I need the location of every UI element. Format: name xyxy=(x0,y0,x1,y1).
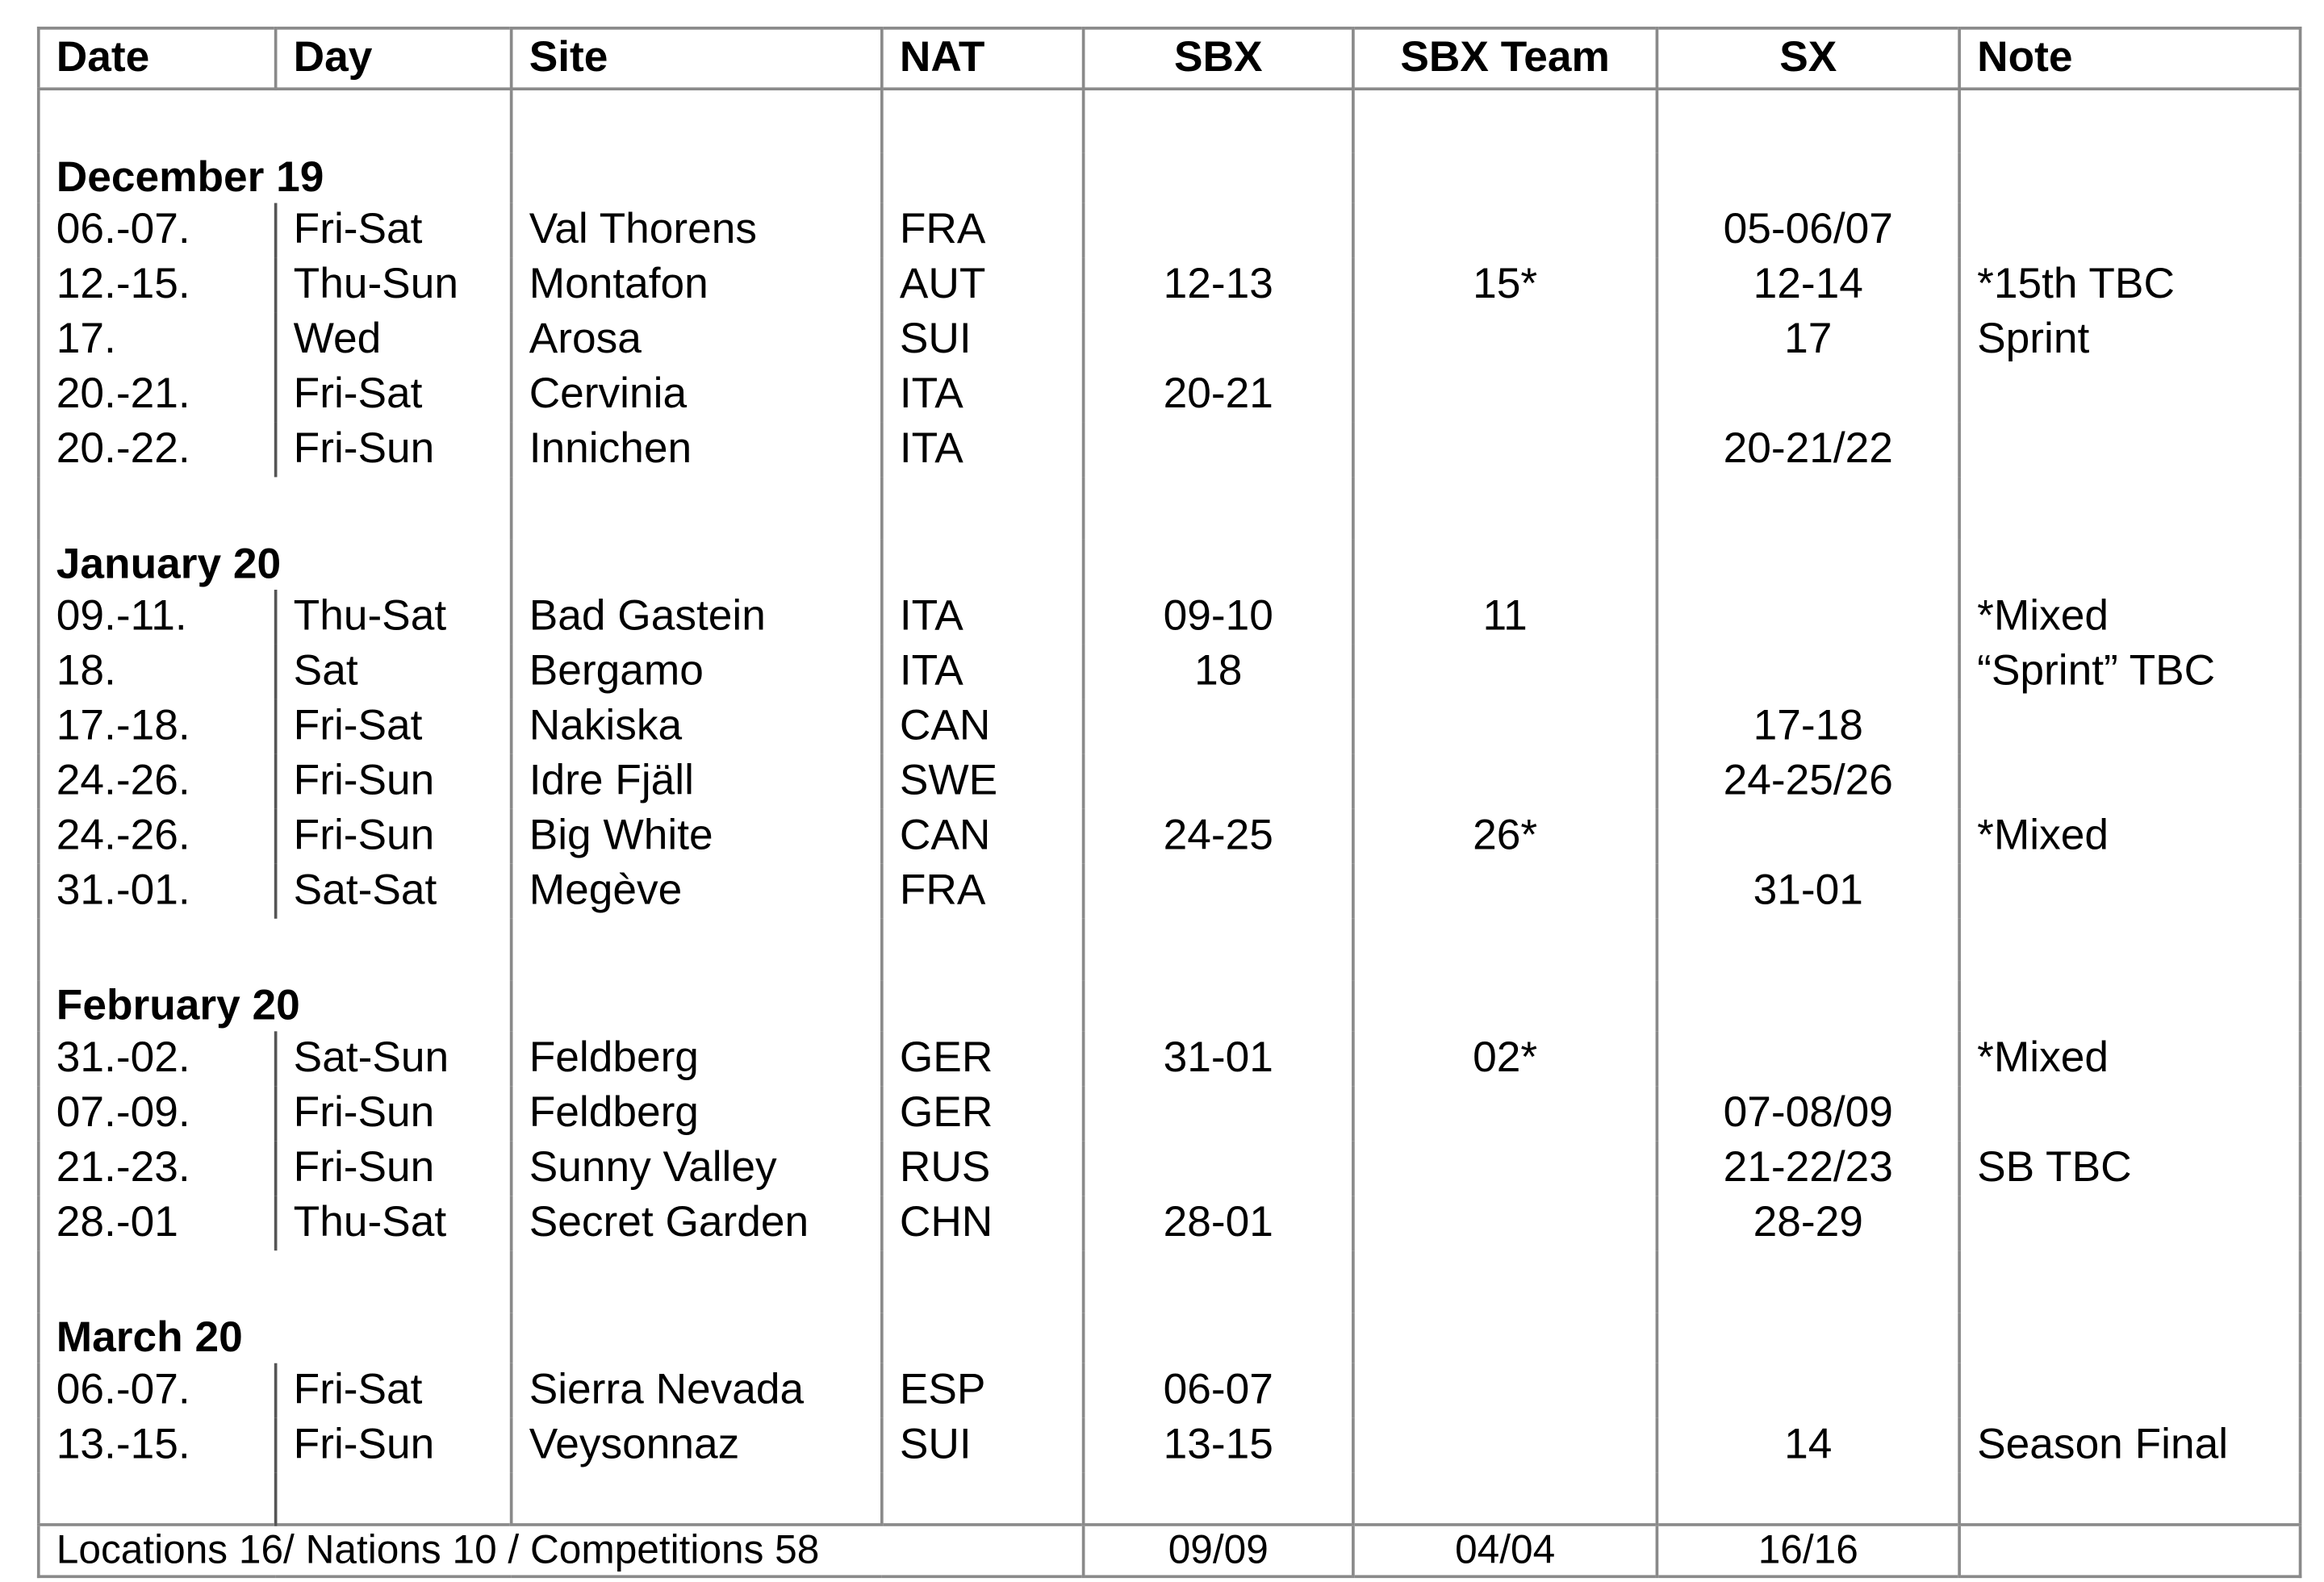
cell-note: “Sprint” TBC xyxy=(1977,647,2216,695)
cell-sx-empty xyxy=(1657,152,1959,202)
cell-site-empty xyxy=(512,1473,882,1525)
cell-site-empty xyxy=(512,1313,882,1363)
cell-sx: 07-08/09 xyxy=(1657,1086,1959,1141)
cell-nat: SUI xyxy=(882,313,1084,368)
event-row xyxy=(39,864,2301,919)
cell-sbx: 28-01 xyxy=(1084,1196,1353,1250)
cell-sx-empty xyxy=(1657,1250,1959,1313)
cell-site-empty xyxy=(512,540,882,590)
cell-nat: FRA xyxy=(882,864,1084,919)
cell-sbx: 09-10 xyxy=(1084,590,1353,645)
cell-sx: 31-01 xyxy=(1657,864,1959,919)
cell-day: Thu-Sat xyxy=(276,1196,512,1250)
cell-sbx-team xyxy=(1353,1418,1657,1473)
cell-note xyxy=(1959,203,2300,258)
cell-sbx-team-empty xyxy=(1353,540,1657,590)
cell-date: 06.-07. xyxy=(56,206,190,254)
cell-sbx-empty xyxy=(1084,540,1353,590)
cell-nat: CAN xyxy=(882,699,1084,754)
cell-day: Sat-Sat xyxy=(276,864,512,919)
cell-sx: 28-29 xyxy=(1657,1196,1959,1250)
cell-note xyxy=(1959,1196,2300,1250)
spacer-row xyxy=(39,1250,2301,1313)
cell-sx xyxy=(1657,590,1959,645)
cell-site: Megève xyxy=(512,864,882,919)
cell-nat-empty xyxy=(882,477,1084,539)
cell-sbx: 24-25 xyxy=(1084,809,1353,864)
cell-sx: 17-18 xyxy=(1657,699,1959,754)
cell-day-empty xyxy=(276,477,512,539)
cell-note-empty xyxy=(1959,152,2300,202)
cell-date-empty xyxy=(39,89,276,152)
cell-date: 28.-01 xyxy=(56,1198,178,1246)
cell-site: Feldberg xyxy=(512,1031,882,1086)
cell-date: 20.-22. xyxy=(56,425,190,473)
cell-sbx-empty xyxy=(1084,152,1353,202)
header-nat: NAT xyxy=(882,28,1084,89)
totals-summary: Locations 16/ Nations 10 / Competitions 58 xyxy=(39,1525,1084,1576)
cell-nat-empty xyxy=(882,1250,1084,1313)
cell-sx-empty xyxy=(1657,540,1959,590)
cell-day: Fri-Sat xyxy=(276,1363,512,1418)
cell-sx: 17 xyxy=(1657,313,1959,368)
cell-day: Wed xyxy=(276,313,512,368)
cell-site: Secret Garden xyxy=(512,1196,882,1250)
cell-day: Sat-Sun xyxy=(276,1031,512,1086)
cell-sbx xyxy=(1084,203,1353,258)
cell-note: SB TBC xyxy=(1977,1143,2132,1192)
cell-sx: 12-14 xyxy=(1657,258,1959,313)
cell-note xyxy=(1959,368,2300,423)
cell-sbx-team: 26* xyxy=(1353,809,1657,864)
header-note: Note xyxy=(1959,28,2300,89)
cell-note xyxy=(1959,754,2300,809)
cell-sbx: 12-13 xyxy=(1084,258,1353,313)
calendar-body xyxy=(39,89,2301,1525)
cell-note-empty xyxy=(1959,981,2300,1031)
cell-nat: CHN xyxy=(882,1196,1084,1250)
cell-sbx-empty xyxy=(1084,1473,1353,1525)
cell-nat-empty xyxy=(882,1313,1084,1363)
cell-nat: RUS xyxy=(882,1141,1084,1196)
cell-day: Fri-Sun xyxy=(276,422,512,477)
cell-nat-empty xyxy=(882,919,1084,981)
event-row xyxy=(39,1086,2301,1141)
cell-sbx-team-empty xyxy=(1353,89,1657,152)
cell-sbx-team-empty xyxy=(1353,1473,1657,1525)
event-row xyxy=(39,313,2301,368)
cell-site: Bad Gastein xyxy=(512,590,882,645)
cell-sbx: 18 xyxy=(1084,645,1353,699)
cell-nat: SWE xyxy=(882,754,1084,809)
cell-sbx-empty xyxy=(1084,1313,1353,1363)
event-row xyxy=(39,1196,2301,1250)
cell-sbx-empty xyxy=(1084,981,1353,1031)
cell-sx xyxy=(1657,645,1959,699)
spacer-row xyxy=(39,477,2301,539)
event-row xyxy=(39,203,2301,258)
totals-sbx: 09/09 xyxy=(1084,1525,1353,1576)
totals-row xyxy=(39,1525,2301,1576)
cell-sbx-team xyxy=(1353,203,1657,258)
cell-note xyxy=(1959,699,2300,754)
event-row xyxy=(39,590,2301,645)
header-sbx: SBX xyxy=(1084,28,1353,89)
month-heading-row xyxy=(39,1313,2301,1363)
cell-sbx xyxy=(1084,313,1353,368)
cell-sbx-team xyxy=(1353,1141,1657,1196)
event-row xyxy=(39,1418,2301,1473)
cell-sx-empty xyxy=(1657,1313,1959,1363)
cell-sbx-team: 02* xyxy=(1353,1031,1657,1086)
cell-day: Fri-Sat xyxy=(276,368,512,423)
cell-sbx-team xyxy=(1353,422,1657,477)
cell-sx-empty xyxy=(1657,89,1959,152)
cell-sbx-empty xyxy=(1084,89,1353,152)
cell-nat: CAN xyxy=(882,809,1084,864)
spacer-row xyxy=(39,89,2301,152)
cell-day-empty xyxy=(276,919,512,981)
cell-site: Veysonnaz xyxy=(512,1418,882,1473)
month-heading-row xyxy=(39,981,2301,1031)
cell-site-empty xyxy=(512,1250,882,1313)
cell-sbx-team xyxy=(1353,699,1657,754)
cell-date-empty xyxy=(39,919,276,981)
cell-day: Fri-Sat xyxy=(276,699,512,754)
month-heading: February 20 xyxy=(56,982,300,1030)
cell-sbx-empty xyxy=(1084,477,1353,539)
cell-date: 20.-21. xyxy=(56,370,190,418)
month-heading-row xyxy=(39,152,2301,202)
cell-date: 31.-02. xyxy=(56,1034,190,1082)
cell-site: Val Thorens xyxy=(512,203,882,258)
cell-nat: ITA xyxy=(882,645,1084,699)
cell-sbx-team-empty xyxy=(1353,981,1657,1031)
event-row xyxy=(39,809,2301,864)
cell-nat: ITA xyxy=(882,368,1084,423)
cell-site: Innichen xyxy=(512,422,882,477)
cell-sbx-team-empty xyxy=(1353,1250,1657,1313)
cell-sbx: 06-07 xyxy=(1084,1363,1353,1418)
cell-site-empty xyxy=(512,477,882,539)
cell-sbx xyxy=(1084,699,1353,754)
cell-note: *Mixed xyxy=(1977,812,2109,860)
cell-site-empty xyxy=(512,152,882,202)
cell-note-empty xyxy=(1959,919,2300,981)
cell-nat: AUT xyxy=(882,258,1084,313)
cell-day-empty xyxy=(276,89,512,152)
cell-sx-empty xyxy=(1657,477,1959,539)
cell-date: 13.-15. xyxy=(56,1421,190,1469)
cell-day: Fri-Sun xyxy=(276,1418,512,1473)
cell-sx xyxy=(1657,368,1959,423)
cell-day: Fri-Sun xyxy=(276,809,512,864)
month-heading: January 20 xyxy=(56,541,282,589)
event-row xyxy=(39,754,2301,809)
cell-sbx-empty xyxy=(1084,1250,1353,1313)
cell-site: Sierra Nevada xyxy=(512,1363,882,1418)
cell-sbx-team-empty xyxy=(1353,152,1657,202)
cell-site: Bergamo xyxy=(512,645,882,699)
cell-note xyxy=(1959,422,2300,477)
cell-sx-empty xyxy=(1657,919,1959,981)
cell-sbx: 31-01 xyxy=(1084,1031,1353,1086)
spacer-row xyxy=(39,919,2301,981)
cell-date: 07.-09. xyxy=(56,1088,190,1137)
cell-day-empty xyxy=(276,1473,512,1525)
cell-date: 09.-11. xyxy=(56,592,187,641)
month-heading: March 20 xyxy=(56,1314,243,1362)
cell-sbx-team xyxy=(1353,754,1657,809)
cell-sbx xyxy=(1084,754,1353,809)
calendar-table xyxy=(37,27,2301,1578)
cell-sbx-team-empty xyxy=(1353,1313,1657,1363)
cell-day-empty xyxy=(276,540,512,590)
cell-sx: 05-06/07 xyxy=(1657,203,1959,258)
header-row xyxy=(39,28,2301,89)
cell-site: Montafon xyxy=(512,258,882,313)
cell-day-empty xyxy=(276,1313,512,1363)
cell-sbx xyxy=(1084,422,1353,477)
cell-site-empty xyxy=(512,919,882,981)
cell-day: Thu-Sun xyxy=(276,258,512,313)
cell-sx: 21-22/23 xyxy=(1657,1141,1959,1196)
event-row xyxy=(39,1141,2301,1196)
cell-date: 21.-23. xyxy=(56,1143,190,1192)
event-row xyxy=(39,699,2301,754)
header-site: Site xyxy=(512,28,882,89)
cell-note: Sprint xyxy=(1977,315,2090,363)
spacer-row xyxy=(39,1473,2301,1525)
cell-date: 18. xyxy=(56,647,116,695)
cell-sx-empty xyxy=(1657,1473,1959,1525)
cell-date: 31.-01. xyxy=(56,866,190,915)
cell-nat: ITA xyxy=(882,422,1084,477)
cell-day: Thu-Sat xyxy=(276,590,512,645)
cell-date: 24.-26. xyxy=(56,812,190,860)
event-row xyxy=(39,1031,2301,1086)
cell-note xyxy=(1959,1086,2300,1141)
month-heading-row xyxy=(39,540,2301,590)
cell-date: 17. xyxy=(56,315,116,363)
cell-sbx-team: 15* xyxy=(1353,258,1657,313)
cell-date-empty xyxy=(39,477,276,539)
cell-sbx-team-empty xyxy=(1353,477,1657,539)
cell-note-empty xyxy=(1959,1250,2300,1313)
cell-nat-empty xyxy=(882,540,1084,590)
cell-nat: GER xyxy=(882,1086,1084,1141)
cell-sbx xyxy=(1084,864,1353,919)
cell-nat-empty xyxy=(882,981,1084,1031)
cell-day: Fri-Sun xyxy=(276,754,512,809)
cell-sbx xyxy=(1084,1141,1353,1196)
cell-site: Nakiska xyxy=(512,699,882,754)
cell-nat: GER xyxy=(882,1031,1084,1086)
cell-sx xyxy=(1657,1363,1959,1418)
event-row xyxy=(39,368,2301,423)
event-row xyxy=(39,1363,2301,1418)
totals-note xyxy=(1959,1525,2300,1576)
cell-nat-empty xyxy=(882,152,1084,202)
cell-date: 24.-26. xyxy=(56,757,190,805)
cell-nat-empty xyxy=(882,89,1084,152)
cell-sbx: 20-21 xyxy=(1084,368,1353,423)
cell-nat: FRA xyxy=(882,203,1084,258)
cell-day: Fri-Sun xyxy=(276,1086,512,1141)
cell-note: *Mixed xyxy=(1977,592,2109,641)
cell-site-empty xyxy=(512,89,882,152)
totals-sx: 16/16 xyxy=(1657,1525,1959,1576)
cell-date-empty xyxy=(39,1473,276,1525)
event-row xyxy=(39,645,2301,699)
cell-sbx-team xyxy=(1353,1196,1657,1250)
cell-note-empty xyxy=(1959,1313,2300,1363)
cell-site: Feldberg xyxy=(512,1086,882,1141)
cell-sbx xyxy=(1084,1086,1353,1141)
cell-nat: SUI xyxy=(882,1418,1084,1473)
cell-day-empty xyxy=(276,981,512,1031)
cell-sbx-team: 11 xyxy=(1353,590,1657,645)
cell-sbx-team xyxy=(1353,368,1657,423)
cell-site: Idre Fjäll xyxy=(512,754,882,809)
cell-date-empty xyxy=(39,1250,276,1313)
cell-date: 06.-07. xyxy=(56,1366,190,1414)
header-sbx-team: SBX Team xyxy=(1353,28,1657,89)
cell-sbx: 13-15 xyxy=(1084,1418,1353,1473)
cell-note-empty xyxy=(1959,89,2300,152)
cell-sx: 20-21/22 xyxy=(1657,422,1959,477)
cell-note-empty xyxy=(1959,1473,2300,1525)
cell-sbx-team xyxy=(1353,1363,1657,1418)
cell-note-empty xyxy=(1959,540,2300,590)
month-heading: December 19 xyxy=(56,154,324,202)
cell-day: Fri-Sun xyxy=(276,1141,512,1196)
cell-note xyxy=(1959,864,2300,919)
cell-day-empty xyxy=(276,1250,512,1313)
cell-site: Big White xyxy=(512,809,882,864)
cell-sx-empty xyxy=(1657,981,1959,1031)
cell-nat: ESP xyxy=(882,1363,1084,1418)
cell-day: Fri-Sat xyxy=(276,203,512,258)
cell-note: Season Final xyxy=(1977,1421,2229,1469)
totals-sbx-team: 04/04 xyxy=(1353,1525,1657,1576)
cell-sbx-team xyxy=(1353,1086,1657,1141)
cell-nat: ITA xyxy=(882,590,1084,645)
cell-sbx-empty xyxy=(1084,919,1353,981)
cell-date: 12.-15. xyxy=(56,261,190,309)
cell-sbx-team xyxy=(1353,864,1657,919)
cell-site: Sunny Valley xyxy=(512,1141,882,1196)
cell-sx xyxy=(1657,809,1959,864)
cell-site: Cervinia xyxy=(512,368,882,423)
cell-site: Arosa xyxy=(512,313,882,368)
cell-date: 17.-18. xyxy=(56,702,190,750)
cell-sx xyxy=(1657,1031,1959,1086)
event-row xyxy=(39,422,2301,477)
cell-nat-empty xyxy=(882,1473,1084,1525)
cell-note xyxy=(1959,1363,2300,1418)
event-row xyxy=(39,258,2301,313)
cell-sbx-team xyxy=(1353,645,1657,699)
cell-sbx-team xyxy=(1353,313,1657,368)
cell-note: *15th TBC xyxy=(1977,261,2175,309)
cell-sx: 14 xyxy=(1657,1418,1959,1473)
header-date: Date xyxy=(39,28,276,89)
cell-day: Sat xyxy=(276,645,512,699)
cell-sx: 24-25/26 xyxy=(1657,754,1959,809)
cell-site-empty xyxy=(512,981,882,1031)
cell-note: *Mixed xyxy=(1977,1034,2109,1082)
cell-sbx-team-empty xyxy=(1353,919,1657,981)
header-sx: SX xyxy=(1657,28,1959,89)
header-day: Day xyxy=(276,28,512,89)
cell-note-empty xyxy=(1959,477,2300,539)
